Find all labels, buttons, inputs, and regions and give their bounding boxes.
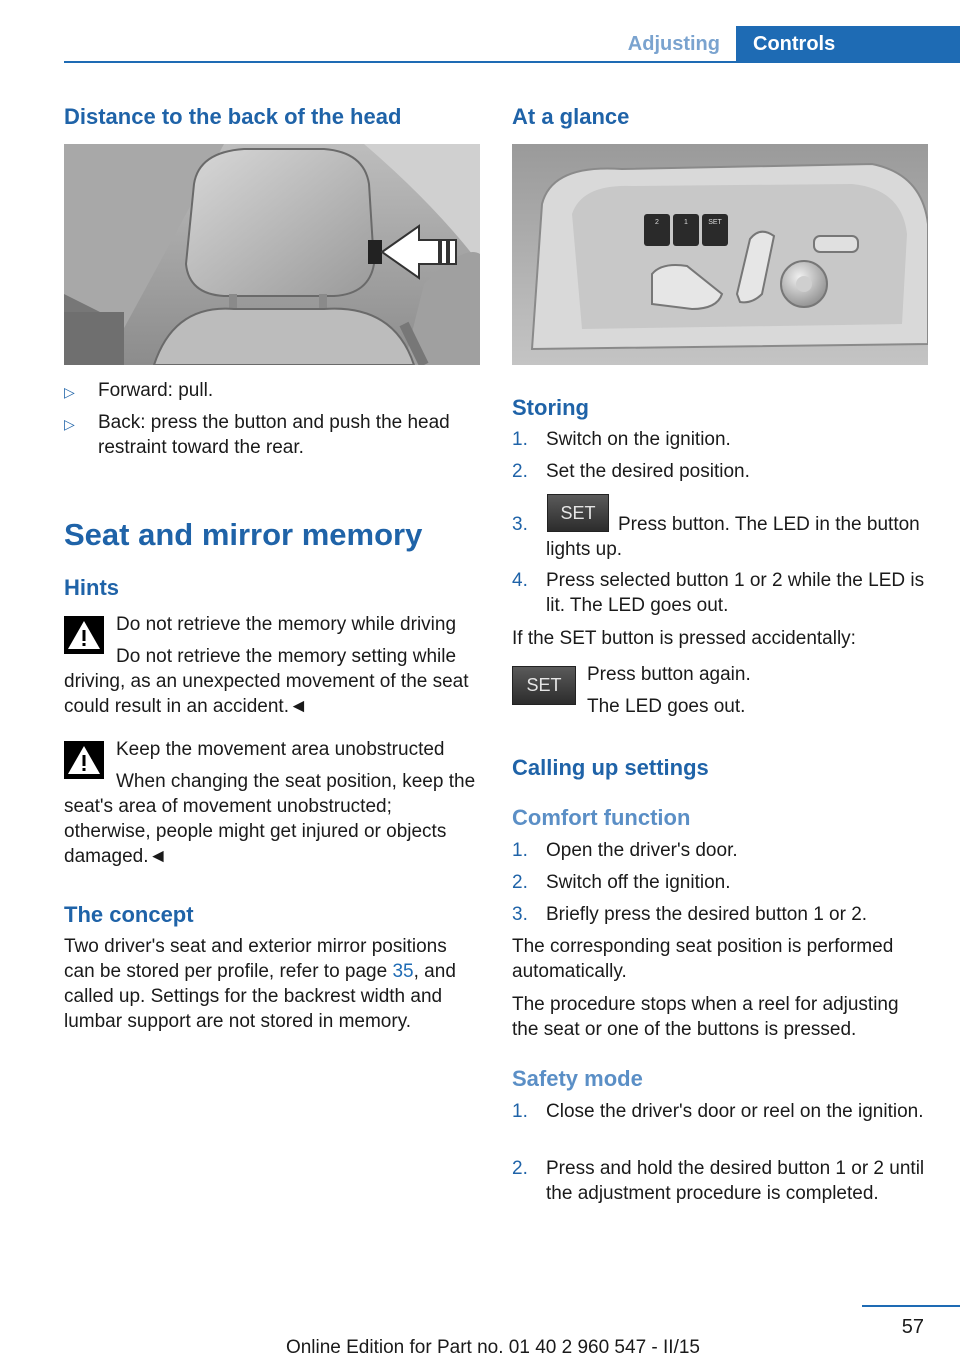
header-section-label: Adjusting bbox=[627, 33, 720, 55]
press-again-text: Press button again. bbox=[587, 664, 751, 685]
concept-title: The concept bbox=[64, 902, 194, 927]
page-link[interactable]: 35 bbox=[392, 961, 414, 982]
bullet-text: Back: press the button and push the head restraint toward the rear. bbox=[98, 412, 450, 458]
comfort-title: Comfort function bbox=[512, 805, 691, 830]
warning1-body: Do not retrieve the memory setting while driving, as an unexpected movement of the seat could result in an accident.◄ bbox=[64, 646, 469, 717]
warning2-title: Keep the movement area unobstructed bbox=[116, 739, 445, 760]
header-rule bbox=[64, 61, 960, 63]
main-title: Seat and mirror memory bbox=[64, 517, 423, 552]
warning1-title: Do not retrieve the memory while driving bbox=[116, 614, 457, 635]
header-chapter-tab: Controls bbox=[736, 26, 960, 62]
concept-paragraph: Two driver's seat and exterior mirror positions can be stored per profile, refer to page 35, and called up. Settings for the backrest width and lumbar support are not stored in memory. bbox=[64, 936, 456, 1032]
panel-button-label: SET bbox=[708, 219, 722, 226]
set-button-icon: SET bbox=[512, 666, 576, 705]
comfort-paragraph-2: The procedure stops when a reel for adjusting the seat or one of the buttons is pressed. bbox=[512, 994, 899, 1040]
triangle-bullet-icon: ▷ bbox=[64, 384, 75, 400]
accident-text: If the SET button is pressed accidentally: bbox=[512, 628, 856, 649]
seat-control-panel-photo bbox=[512, 144, 928, 365]
calling-title: Calling up settings bbox=[512, 755, 709, 780]
footer-rule bbox=[862, 1305, 960, 1307]
page-number: 57 bbox=[901, 1316, 924, 1338]
edition-text: Online Edition for Part no. 01 40 2 960 547 - II/15 bbox=[285, 1337, 700, 1358]
panel-button-label: 2 bbox=[655, 219, 659, 226]
safety-title: Safety mode bbox=[512, 1066, 643, 1091]
led-out-text: The LED goes out. bbox=[587, 696, 746, 717]
headrest-illustration bbox=[64, 144, 480, 365]
panel-button-label: 1 bbox=[684, 219, 688, 226]
comfort-paragraph-1: The corresponding seat position is performed automatically. bbox=[512, 936, 894, 982]
heading-distance: Distance to the back of the head bbox=[64, 104, 402, 129]
bullet-text: Forward: pull. bbox=[98, 380, 214, 401]
triangle-bullet-icon: ▷ bbox=[64, 416, 75, 432]
warning2-body: When changing the seat position, keep the seat's area of movement unobstructed; otherwise, people might get injured or objects damaged.◄ bbox=[64, 771, 476, 867]
set-button-icon: SET bbox=[547, 494, 609, 532]
heading-glance: At a glance bbox=[512, 104, 630, 129]
hints-title: Hints bbox=[64, 575, 119, 600]
storing-title: Storing bbox=[512, 395, 589, 420]
